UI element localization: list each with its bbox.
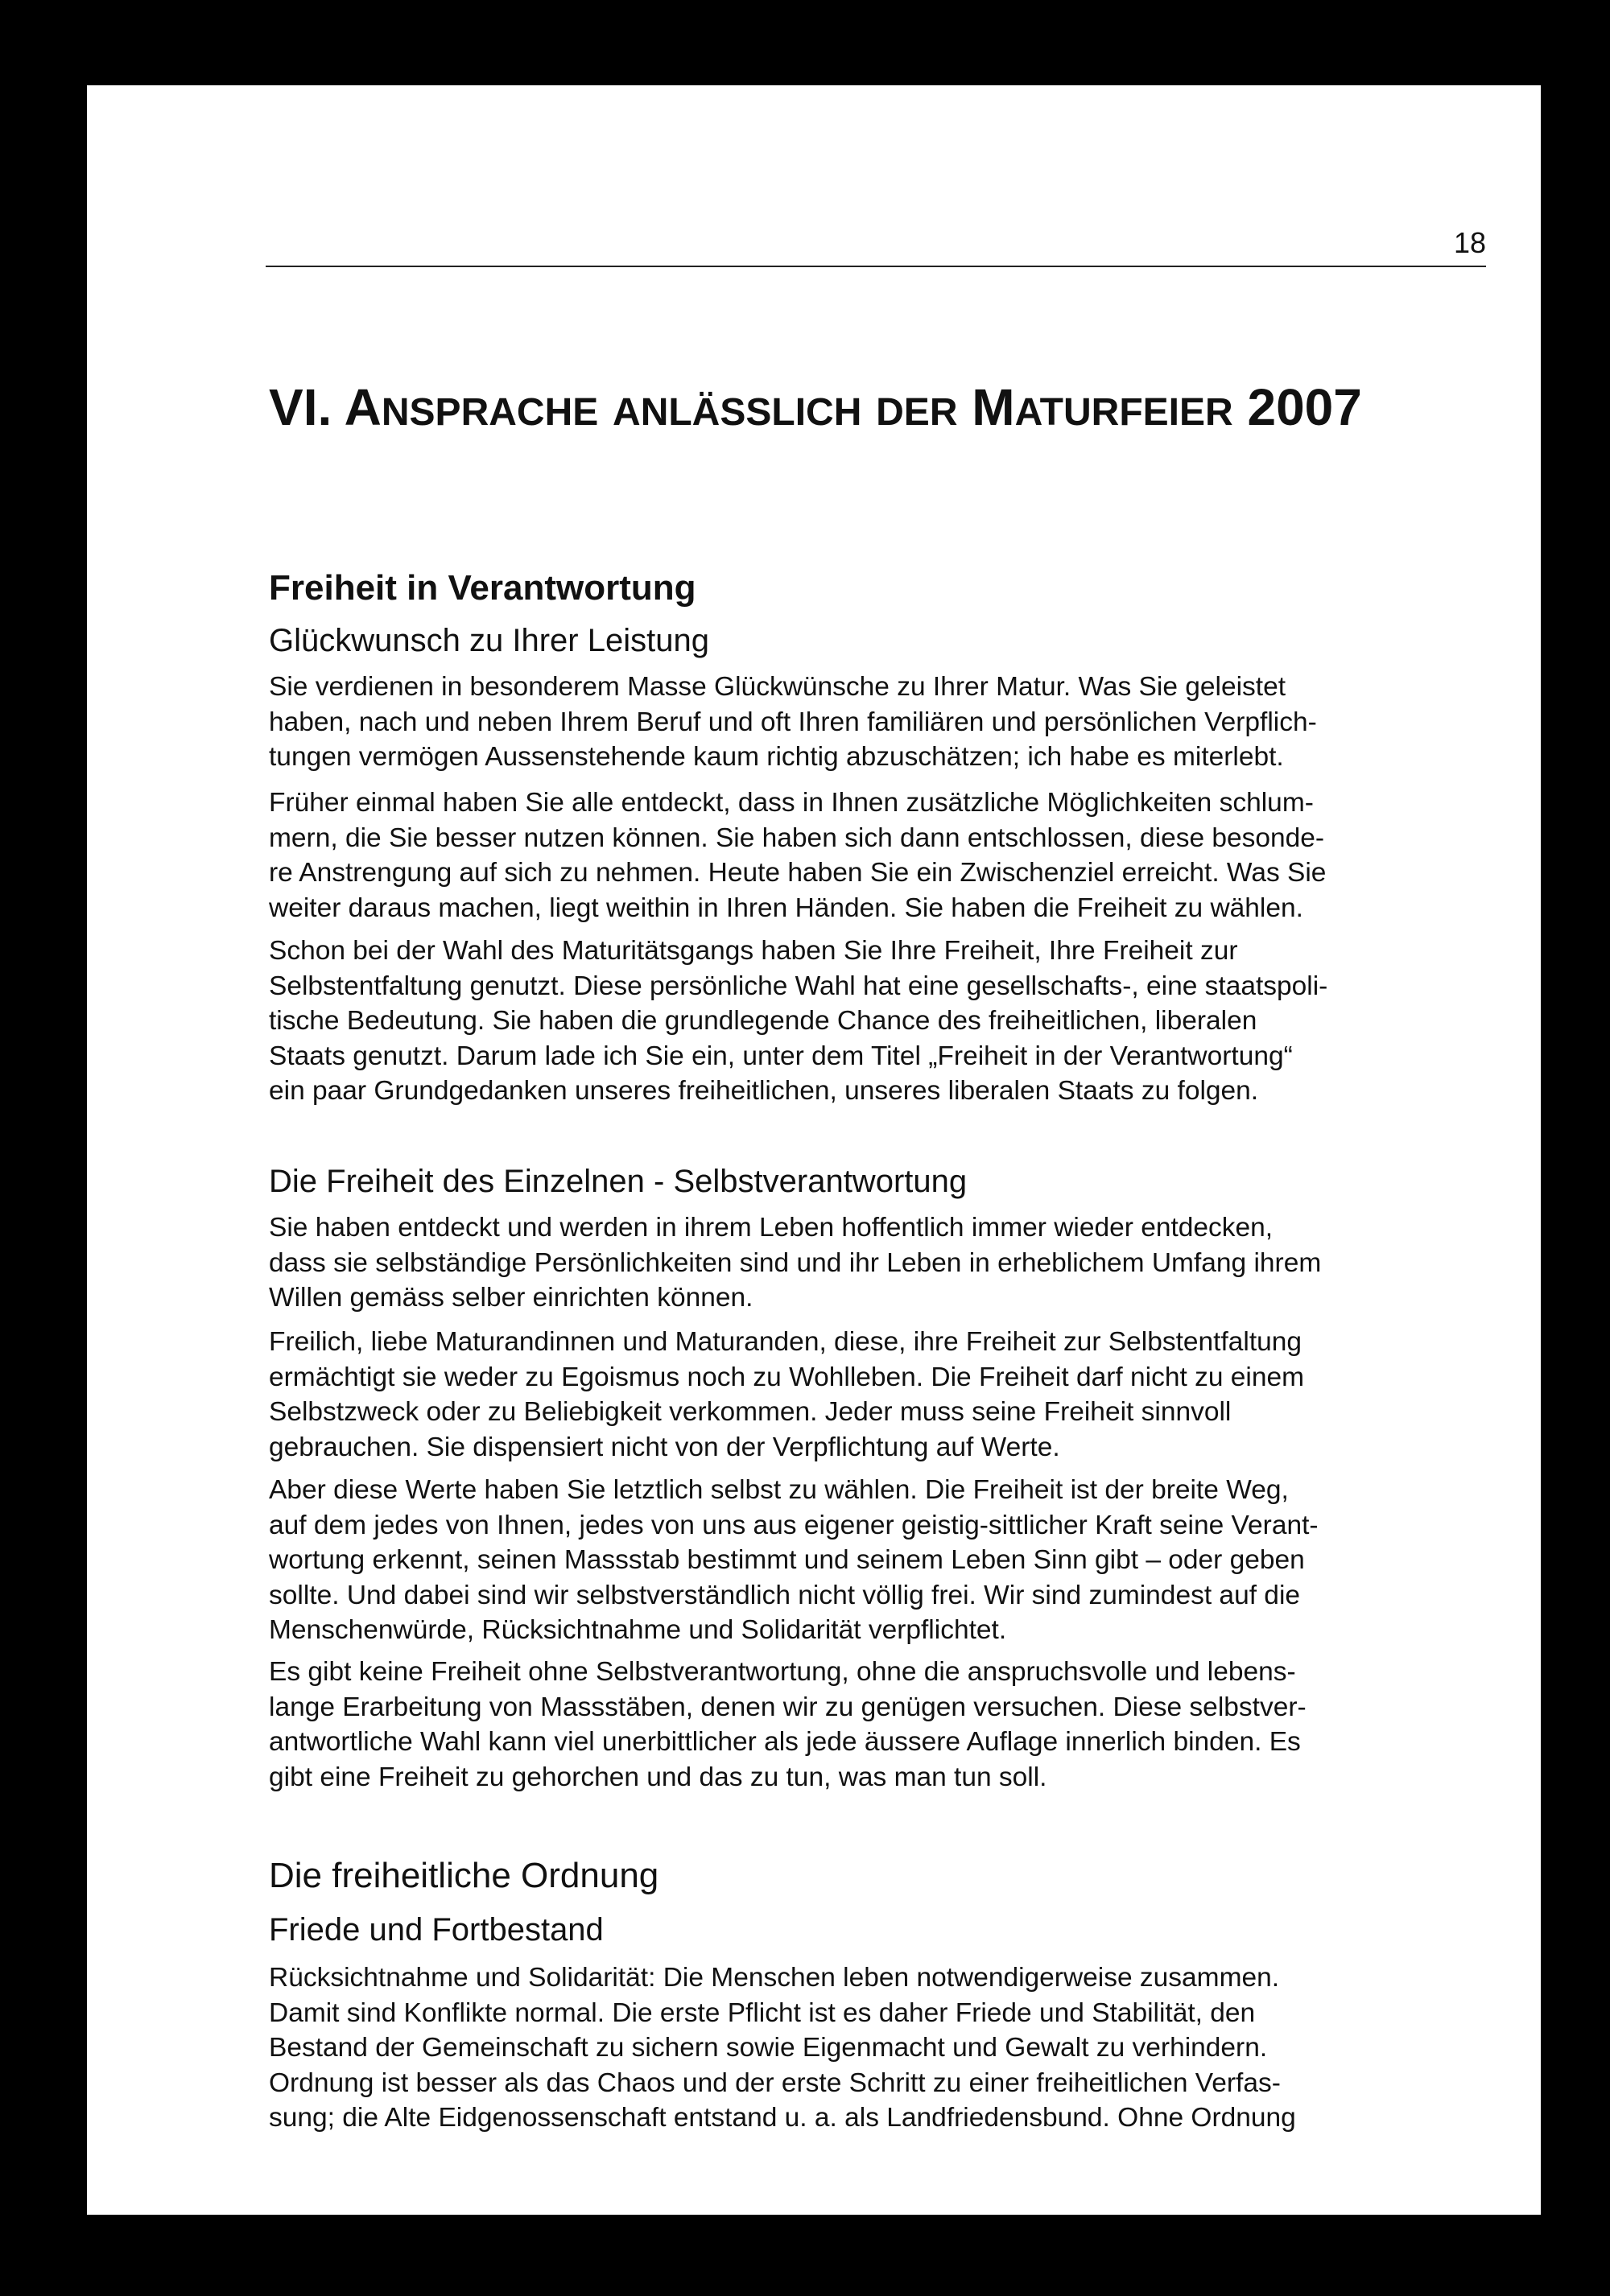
paragraph-glueckwunsch-2 bbox=[269, 785, 1326, 925]
text-line: Menschenwürde, Rücksichtnahme und Solidarität verpflichtet. bbox=[269, 1615, 1007, 1645]
text-line: wortung erkennt, seinen Massstab bestimmt und seinem Leben Sinn gibt – oder geben bbox=[269, 1545, 1305, 1575]
text-line: antwortliche Wahl kann viel unerbittlicher als jede äussere Auflage innerlich binden. Es bbox=[269, 1727, 1301, 1757]
page-number: 18 bbox=[1453, 226, 1486, 259]
chapter-word3: DER bbox=[876, 391, 958, 434]
paragraph-glueckwunsch-1 bbox=[269, 670, 1317, 775]
paragraph-einzelnen-2 bbox=[269, 1325, 1304, 1465]
chapter-roman: VI. bbox=[269, 378, 345, 436]
text-line: sollte. Und dabei sind wir selbstverständlich nicht völlig frei. Wir sind zumindest auf die bbox=[269, 1580, 1301, 1610]
text-line: Sie verdienen in besonderem Masse Glückwünsche zu Ihrer Matur. Was Sie geleistet bbox=[269, 672, 1286, 702]
text-line: gibt eine Freiheit zu gehorchen und das zu tun, was man tun soll. bbox=[269, 1762, 1047, 1792]
paragraph-einzelnen-1 bbox=[269, 1210, 1321, 1316]
chapter-word4-rest: ATURFEIER bbox=[1014, 391, 1233, 434]
text-line: Sie haben entdeckt und werden in ihrem Leben hoffentlich immer wieder entdecken, bbox=[269, 1213, 1274, 1243]
text-line: mern, die Sie besser nutzen können. Sie haben sich dann entschlossen, diese besonde- bbox=[269, 822, 1325, 853]
text-line: Willen gemäss selber einrichten können. bbox=[269, 1283, 753, 1313]
chapter-word1-rest: NSPRACHE bbox=[381, 391, 599, 434]
section-title-freiheit-in-verantwortung: Freiheit in Verantwortung bbox=[269, 568, 696, 608]
text-line: Ordnung ist besser als das Chaos und der erste Schritt zu einer freiheitlichen Verfas- bbox=[269, 2067, 1281, 2098]
text-line: Es gibt keine Freiheit ohne Selbstverantwortung, ohne die anspruchsvolle und lebens- bbox=[269, 1657, 1296, 1687]
subsection-title-freiheit-des-einzelnen: Die Freiheit des Einzelnen - Selbstverantwortung bbox=[269, 1164, 968, 1199]
text-line: Bestand der Gemeinschaft zu sichern sowie Eigenmacht und Gewalt zu verhindern. bbox=[269, 2033, 1268, 2063]
text-line: ein paar Grundgedanken unseres freiheitlichen, unseres liberalen Staats zu folgen. bbox=[269, 1076, 1259, 1106]
text-line: weiter daraus machen, liegt weithin in Ihren Händen. Sie haben die Freiheit zu wählen. bbox=[269, 892, 1303, 923]
text-line: tische Bedeutung. Sie haben die grundlegende Chance des freiheitlichen, liberalen bbox=[269, 1006, 1257, 1036]
paragraph-einzelnen-3 bbox=[269, 1473, 1319, 1648]
chapter-title bbox=[269, 375, 1362, 445]
text-line: Selbstzweck oder zu Beliebigkeit verkommen. Jeder muss seine Freiheit sinnvoll bbox=[269, 1397, 1232, 1427]
chapter-word4-initial: M bbox=[972, 378, 1015, 436]
header-rule bbox=[266, 266, 1486, 267]
document-page bbox=[87, 85, 1541, 2215]
chapter-word2: ANLÄSSLICH bbox=[613, 391, 862, 434]
text-line: sung; die Alte Eidgenossenschaft entstand u. a. als Landfriedensbund. Ohne Ordnung bbox=[269, 2103, 1296, 2133]
text-line: gebrauchen. Sie dispensiert nicht von der Verpflichtung auf Werte. bbox=[269, 1432, 1060, 1462]
text-line: Früher einmal haben Sie alle entdeckt, dass in Ihnen zusätzliche Möglichkeiten schlum- bbox=[269, 788, 1314, 818]
text-line: dass sie selbständige Persönlichkeiten sind und ihr Leben in erheblichem Umfang ihrem bbox=[269, 1247, 1322, 1278]
text-line: Damit sind Konflikte normal. Die erste Pflicht ist es daher Friede und Stabilität, den bbox=[269, 1997, 1256, 2028]
text-line: Staats genutzt. Darum lade ich Sie ein, unter dem Titel „Freiheit in der Verantwortung“ bbox=[269, 1041, 1293, 1071]
text-line: Selbstentfaltung genutzt. Diese persönliche Wahl hat eine gesellschafts-, eine staatspoli- bbox=[269, 971, 1328, 1001]
paragraph-ordnung-1 bbox=[269, 1960, 1296, 2136]
chapter-year: 2007 bbox=[1247, 378, 1362, 436]
text-line: Freilich, liebe Maturandinnen und Maturanden, diese, ihre Freiheit zur Selbstentfaltung bbox=[269, 1327, 1302, 1357]
paragraph-glueckwunsch-3 bbox=[269, 934, 1327, 1109]
text-line: Schon bei der Wahl des Maturitätsgangs haben Sie Ihre Freiheit, Ihre Freiheit zur bbox=[269, 936, 1238, 966]
text-line: auf dem jedes von Ihnen, jedes von uns aus eigener geistig-sittlicher Kraft seine Verant- bbox=[269, 1510, 1319, 1540]
text-line: Aber diese Werte haben Sie letztlich selbst zu wählen. Die Freiheit ist der breite Weg, bbox=[269, 1475, 1289, 1505]
text-line: haben, nach und neben Ihrem Beruf und oft Ihren familiären und persönlichen Verpflich- bbox=[269, 707, 1317, 737]
subsection-title-friede-und-fortbestand: Friede und Fortbestand bbox=[269, 1912, 604, 1948]
subsection-title-freiheitliche-ordnung: Die freiheitliche Ordnung bbox=[269, 1856, 659, 1895]
text-line: ermächtigt sie weder zu Egoismus noch zu Wohlleben. Die Freiheit darf nicht zu einem bbox=[269, 1362, 1305, 1392]
text-line: lange Erarbeitung von Massstäben, denen wir zu genügen versuchen. Diese selbstver- bbox=[269, 1692, 1307, 1722]
chapter-word1-initial: A bbox=[344, 378, 382, 436]
subsection-title-glueckwunsch: Glückwunsch zu Ihrer Leistung bbox=[269, 623, 709, 658]
text-line: Rücksichtnahme und Solidarität: Die Menschen leben notwendigerweise zusammen. bbox=[269, 1963, 1280, 1993]
text-line: tungen vermögen Aussenstehende kaum richtig abzuschätzen; ich habe es miterlebt. bbox=[269, 742, 1284, 772]
text-line: re Anstrengung auf sich zu nehmen. Heute haben Sie ein Zwischenziel erreicht. Was Sie bbox=[269, 858, 1327, 888]
paragraph-einzelnen-4 bbox=[269, 1655, 1307, 1795]
